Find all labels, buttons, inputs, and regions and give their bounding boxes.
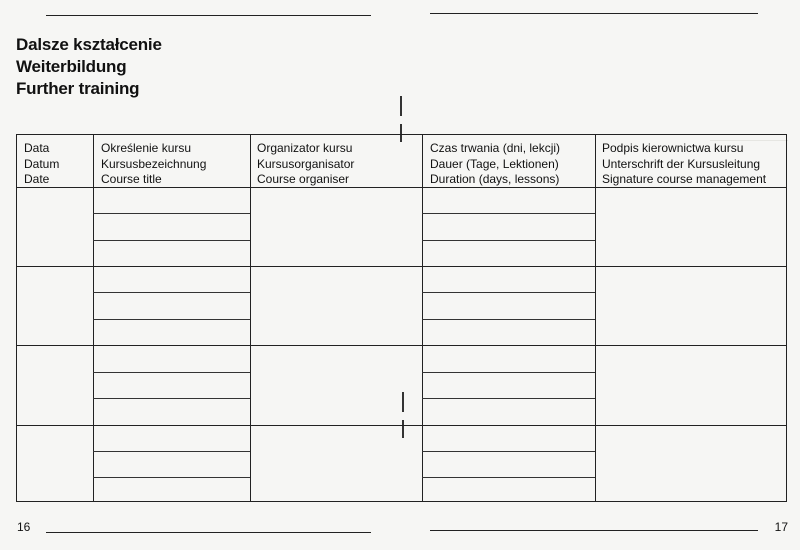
top-rule-right — [430, 13, 758, 14]
entry-group-divider — [17, 425, 786, 426]
entry-line — [93, 319, 250, 320]
header-organiser-en: Course organiser — [257, 172, 350, 186]
entry-line — [422, 319, 595, 320]
entry-line — [93, 372, 250, 373]
page-number-right: 17 — [774, 520, 788, 534]
entry-line — [93, 240, 250, 241]
header-organiser-pl: Organizator kursu — [257, 141, 353, 155]
entry-line — [422, 213, 595, 214]
title-english: Further training — [16, 79, 140, 98]
entry-line — [93, 292, 250, 293]
page-number-left: 16 — [17, 520, 31, 534]
entry-line — [93, 398, 250, 399]
column-divider — [250, 135, 251, 501]
entry-line — [422, 292, 595, 293]
entry-group-divider — [17, 345, 786, 346]
header-date-de: Datum — [24, 156, 60, 171]
top-rule-left — [46, 15, 371, 16]
training-table — [16, 134, 787, 502]
header-organiser — [257, 141, 354, 188]
header-signature-de: Unterschrift der Kursusleitung — [602, 156, 761, 171]
bottom-rule-right — [430, 530, 758, 531]
entry-line — [93, 451, 250, 452]
entry-line — [422, 240, 595, 241]
header-course-title-pl: Określenie kursu — [101, 141, 192, 155]
column-divider — [422, 135, 423, 501]
header-signature-en: Signature course management — [602, 172, 767, 186]
entry-line — [422, 372, 595, 373]
header-signature — [602, 141, 766, 188]
entry-line — [422, 451, 595, 452]
entry-group-divider — [17, 266, 786, 267]
header-course-title-de: Kursusbezeichnung — [101, 156, 207, 171]
header-duration — [430, 141, 560, 188]
entry-line — [93, 477, 250, 478]
title-polish: Dalsze kształcenie — [16, 35, 162, 54]
header-date — [24, 141, 59, 188]
bottom-rule-left — [46, 532, 371, 533]
header-date-en: Date — [24, 172, 50, 186]
column-divider — [595, 135, 596, 501]
entry-line — [422, 477, 595, 478]
header-duration-pl: Czas trwania (dni, lekcji) — [430, 141, 561, 155]
entry-line — [93, 213, 250, 214]
header-signature-pl: Podpis kierownictwa kursu — [602, 141, 744, 155]
header-course-title-en: Course title — [101, 172, 162, 186]
header-date-pl: Data — [24, 141, 50, 155]
header-course-title — [101, 141, 206, 188]
entry-line — [422, 398, 595, 399]
title-german: Weiterbildung — [16, 57, 127, 76]
header-duration-en: Duration (days, lessons) — [430, 172, 560, 186]
column-divider — [93, 135, 94, 501]
header-organiser-de: Kursusorganisator — [257, 156, 355, 171]
staple-mark — [400, 96, 402, 116]
header-duration-de: Dauer (Tage, Lektionen) — [430, 156, 559, 171]
page-title — [16, 34, 162, 100]
